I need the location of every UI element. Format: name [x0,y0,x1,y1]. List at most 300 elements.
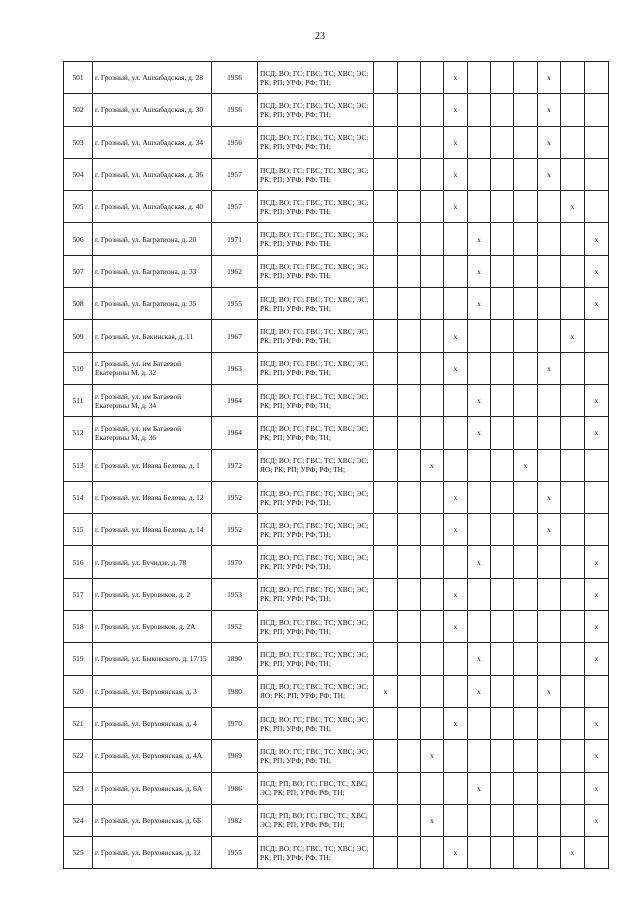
period-mark-cell: х [444,707,468,739]
period-mark-cell [374,223,398,255]
period-mark-cell [538,191,561,223]
building-address: г. Грозный, ул. Бучидзе, д. 78 [93,546,212,578]
period-mark-cell [468,320,491,352]
row-number: 509 [64,320,93,352]
period-mark-cell [374,449,398,481]
period-mark-cell [538,449,561,481]
period-mark-cell [444,546,468,578]
build-year: 1982 [212,804,258,836]
period-mark-cell [538,255,561,287]
period-mark-cell: х [538,126,561,158]
period-mark-cell [468,578,491,610]
period-mark-cell [491,546,514,578]
period-mark-cell: х [538,158,561,190]
period-mark-cell: х [585,804,609,836]
period-mark-cell [374,772,398,804]
period-mark-cell [514,352,538,384]
period-mark-cell [514,675,538,707]
period-mark-cell [421,62,444,94]
period-mark-cell [491,255,514,287]
building-address: г. Грозный, ул. Ивана Белова, д. 1 [93,449,212,481]
period-mark-cell [468,514,491,546]
period-mark-cell [398,675,421,707]
row-number: 525 [64,837,93,869]
period-mark-cell [398,546,421,578]
period-mark-cell [398,740,421,772]
building-address: г. Грозный, ул. Верхоянская, д. 12 [93,837,212,869]
period-mark-cell: х [444,191,468,223]
table-row [64,158,609,190]
building-address: г. Грозный, ул. Быковского, д. 17/15 [93,643,212,675]
works-list: ПСД; ВО; ГС; ГВС; ТС; ХВС; ЭС; РК; РП; УРФ; РФ; ТН; [258,481,374,513]
period-mark-cell: х [585,384,609,416]
period-mark-cell [444,449,468,481]
period-mark-cell [421,417,444,449]
period-mark-cell [398,320,421,352]
period-mark-cell [398,223,421,255]
period-mark-cell [421,255,444,287]
period-mark-cell [421,546,444,578]
period-mark-cell [585,481,609,513]
period-mark-cell [514,740,538,772]
period-mark-cell: х [444,126,468,158]
period-mark-cell [514,417,538,449]
period-mark-cell [514,126,538,158]
period-mark-cell [468,804,491,836]
period-mark-cell [514,611,538,643]
period-mark-cell [398,837,421,869]
row-number: 524 [64,804,93,836]
table-row [64,126,609,158]
works-list: ПСД; ВО; ГС; ГВС; ТС; ХВС; ЭС; РК; РП; УРФ; РФ; ТН; [258,191,374,223]
period-mark-cell: х [421,804,444,836]
works-list: ПСД; ВО; ГС; ГВС; ТС; ХВС; ЭС; РК; РП; УРФ; РФ; ТН; [258,837,374,869]
period-mark-cell [468,740,491,772]
period-mark-cell [421,707,444,739]
period-mark-cell [421,94,444,126]
period-mark-cell [421,578,444,610]
period-mark-cell [585,675,609,707]
period-mark-cell [514,804,538,836]
period-mark-cell: х [444,320,468,352]
period-mark-cell: х [444,62,468,94]
build-year: 1952 [212,481,258,513]
period-mark-cell [561,352,585,384]
period-mark-cell [374,740,398,772]
building-address: г. Грозный, ул. им Батаевой Екатерины М, д. 32 [93,352,212,384]
period-mark-cell: х [585,417,609,449]
table-row [64,772,609,804]
period-mark-cell [561,804,585,836]
period-mark-cell: х [538,481,561,513]
period-mark-cell [374,384,398,416]
works-list: ПСД; ВО; ГС; ГВС; ТС; ХВС; ЭС; РК; РП; УРФ; РФ; ТН; [258,223,374,255]
period-mark-cell: х [585,223,609,255]
row-number: 504 [64,158,93,190]
works-list: ПСД; ВО; ГС; ГВС; ТС; ХВС; ЭС; РК; РП; УРФ; РФ; ТН; [258,320,374,352]
period-mark-cell [491,417,514,449]
period-mark-cell [514,481,538,513]
period-mark-cell [538,611,561,643]
period-mark-cell [514,191,538,223]
table-row [64,578,609,610]
works-list: ПСД; ВО; ГС; ГВС; ТС; ХВС; ЭС; РК; РП; УРФ; РФ; ТН; [258,417,374,449]
period-mark-cell [398,288,421,320]
period-mark-cell [444,643,468,675]
period-mark-cell [374,62,398,94]
row-number: 510 [64,352,93,384]
building-address: г. Грозный, ул. им Батаевой Екатерины М, д. 36 [93,417,212,449]
period-mark-cell [585,352,609,384]
period-mark-cell [585,94,609,126]
period-mark-cell: х [444,837,468,869]
period-mark-cell: х [561,320,585,352]
period-mark-cell [374,191,398,223]
period-mark-cell [468,611,491,643]
row-number: 503 [64,126,93,158]
row-number: 512 [64,417,93,449]
period-mark-cell: х [444,352,468,384]
table-row [64,804,609,836]
period-mark-cell: х [468,384,491,416]
period-mark-cell [444,417,468,449]
period-mark-cell: х [444,514,468,546]
period-mark-cell [561,740,585,772]
period-mark-cell [421,191,444,223]
build-year: 1986 [212,772,258,804]
period-mark-cell: х [468,223,491,255]
period-mark-cell [374,611,398,643]
period-mark-cell: х [585,740,609,772]
period-mark-cell [421,675,444,707]
period-mark-cell [398,804,421,836]
building-address: г. Грозный, ул. Ивана Белова, д. 14 [93,514,212,546]
period-mark-cell [585,126,609,158]
period-mark-cell [374,126,398,158]
period-mark-cell [444,675,468,707]
building-address: г. Грозный, ул. Верхоянская, д. 6Б [93,804,212,836]
build-year: 1967 [212,320,258,352]
period-mark-cell [444,772,468,804]
row-number: 502 [64,94,93,126]
period-mark-cell: х [561,191,585,223]
table-row [64,384,609,416]
period-mark-cell [398,449,421,481]
period-mark-cell [561,158,585,190]
building-address: г. Грозный, ул. Ашхабадская, д. 40 [93,191,212,223]
row-number: 507 [64,255,93,287]
period-mark-cell [538,223,561,255]
build-year: 1970 [212,546,258,578]
period-mark-cell [491,94,514,126]
period-mark-cell [468,837,491,869]
works-list: ПСД; ВО; ГС; ГВС; ТС; ХВС; ЭС; ЯО; РК; РП; УРФ; РФ; ТН; [258,675,374,707]
build-year: 1952 [212,611,258,643]
period-mark-cell [491,449,514,481]
period-mark-cell [491,772,514,804]
period-mark-cell [491,707,514,739]
build-year: 1957 [212,158,258,190]
period-mark-cell: х [538,514,561,546]
period-mark-cell [374,158,398,190]
building-address: г. Грозный, ул. им Батаевой Екатерины М, д. 34 [93,384,212,416]
table-row [64,417,609,449]
period-mark-cell [421,223,444,255]
row-number: 517 [64,578,93,610]
period-mark-cell [561,126,585,158]
period-mark-cell: х [468,255,491,287]
table-row [64,320,609,352]
period-mark-cell [374,352,398,384]
works-list: ПСД; РП; ВО; ГС; ГВС; ТС; ХВС; ЭС; РК; РП; УРФ; РФ; ТН; [258,772,374,804]
period-mark-cell [421,320,444,352]
period-mark-cell [561,707,585,739]
table-row [64,675,609,707]
build-year: 1953 [212,578,258,610]
period-mark-cell [468,707,491,739]
period-mark-cell [398,352,421,384]
build-year: 1980 [212,675,258,707]
table-row [64,255,609,287]
period-mark-cell [561,611,585,643]
table-row [64,352,609,384]
build-year: 1956 [212,126,258,158]
row-number: 514 [64,481,93,513]
period-mark-cell: х [538,352,561,384]
period-mark-cell: х [585,772,609,804]
period-mark-cell: х [561,837,585,869]
period-mark-cell: х [444,94,468,126]
building-address: г. Грозный, ул. Ивана Белова, д. 12 [93,481,212,513]
period-mark-cell [374,804,398,836]
works-list: ПСД; ВО; ГС; ГВС; ТС; ХВС; ЭС; РК; РП; УРФ; РФ; ТН; [258,62,374,94]
period-mark-cell: х [585,288,609,320]
building-address: г. Грозный, ул. Ашхабадская, д. 34 [93,126,212,158]
period-mark-cell [374,417,398,449]
period-mark-cell [491,320,514,352]
period-mark-cell [444,288,468,320]
period-mark-cell: х [444,611,468,643]
works-list: ПСД; ВО; ГС; ГВС; ТС; ХВС; ЭС; РК; РП; УРФ; РФ; ТН; [258,740,374,772]
build-year: 1969 [212,740,258,772]
building-address: г. Грозный, ул. Верхоянская, д. 3 [93,675,212,707]
period-mark-cell [585,449,609,481]
row-number: 518 [64,611,93,643]
building-address: г. Грозный, ул. Багратиона, д. 20 [93,223,212,255]
period-mark-cell [561,578,585,610]
period-mark-cell [491,384,514,416]
period-mark-cell: х [444,481,468,513]
works-list: ПСД; РП; ВО; ГС; ГВС; ТС; ХВС; ЭС; РК; РП; УРФ; РФ; ТН; [258,804,374,836]
building-address: г. Грозный, ул. Багратиона, д. 35 [93,288,212,320]
period-mark-cell [468,352,491,384]
period-mark-cell [538,740,561,772]
building-address: г. Грозный, ул. Ашхабадская, д. 36 [93,158,212,190]
period-mark-cell [491,62,514,94]
period-mark-cell [374,514,398,546]
period-mark-cell [514,384,538,416]
table-row [64,740,609,772]
period-mark-cell [421,837,444,869]
works-list: ПСД; ВО; ГС; ГВС; ТС; ХВС; ЭС; РК; РП; УРФ; РФ; ТН; [258,352,374,384]
period-mark-cell [561,255,585,287]
period-mark-cell [514,288,538,320]
period-mark-cell [444,255,468,287]
period-mark-cell [514,546,538,578]
period-mark-cell [421,772,444,804]
page-number: 23 [315,31,325,42]
period-mark-cell [444,384,468,416]
period-mark-cell [538,837,561,869]
period-mark-cell [491,288,514,320]
row-number: 519 [64,643,93,675]
period-mark-cell [491,158,514,190]
period-mark-cell [468,191,491,223]
period-mark-cell [444,223,468,255]
period-mark-cell [444,804,468,836]
period-mark-cell [491,578,514,610]
period-mark-cell [561,449,585,481]
period-mark-cell [514,514,538,546]
period-mark-cell: х [468,546,491,578]
period-mark-cell: х [421,449,444,481]
build-year: 1972 [212,449,258,481]
build-year: 1952 [212,514,258,546]
period-mark-cell [421,643,444,675]
period-mark-cell [538,804,561,836]
housing-register-table [63,61,609,869]
period-mark-cell [585,158,609,190]
period-mark-cell: х [585,255,609,287]
table-row [64,191,609,223]
period-mark-cell [561,288,585,320]
period-mark-cell [561,546,585,578]
period-mark-cell [561,94,585,126]
period-mark-cell [561,384,585,416]
table-row [64,611,609,643]
period-mark-cell [561,62,585,94]
table-row [64,481,609,513]
period-mark-cell [491,837,514,869]
row-number: 523 [64,772,93,804]
period-mark-cell [491,740,514,772]
period-mark-cell [421,288,444,320]
period-mark-cell [538,288,561,320]
table-row [64,62,609,94]
build-year: 1955 [212,288,258,320]
period-mark-cell: х [585,707,609,739]
period-mark-cell [514,223,538,255]
period-mark-cell [468,94,491,126]
period-mark-cell [444,740,468,772]
period-mark-cell [468,158,491,190]
period-mark-cell [398,255,421,287]
build-year: 1971 [212,223,258,255]
works-list: ПСД; ВО; ГС; ГВС; ТС; ХВС; ЭС; РК; РП; УРФ; РФ; ТН; [258,611,374,643]
period-mark-cell: х [468,288,491,320]
period-mark-cell [398,481,421,513]
works-list: ПСД; ВО; ГС; ГВС; ТС; ХВС; ЭС; РК; РП; УРФ; РФ; ТН; [258,384,374,416]
period-mark-cell: х [468,772,491,804]
period-mark-cell: х [585,546,609,578]
build-year: 1955 [212,837,258,869]
period-mark-cell: х [444,158,468,190]
table-row [64,288,609,320]
building-address: г. Грозный, ул. Багратиона, д. 33 [93,255,212,287]
period-mark-cell [468,481,491,513]
period-mark-cell [561,481,585,513]
period-mark-cell [398,643,421,675]
period-mark-cell: х [514,449,538,481]
period-mark-cell [514,772,538,804]
period-mark-cell [514,255,538,287]
period-mark-cell [374,255,398,287]
period-mark-cell [374,578,398,610]
period-mark-cell [398,191,421,223]
table-row [64,707,609,739]
period-mark-cell [398,514,421,546]
row-number: 508 [64,288,93,320]
period-mark-cell [374,643,398,675]
period-mark-cell [491,514,514,546]
period-mark-cell [561,675,585,707]
period-mark-cell [514,643,538,675]
period-mark-cell: х [538,94,561,126]
works-list: ПСД; ВО; ГС; ГВС; ТС; ХВС; ЭС; РК; РП; УРФ; РФ; ТН; [258,546,374,578]
period-mark-cell [491,481,514,513]
building-address: г. Грозный, ул. Ашхабадская, д. 28 [93,62,212,94]
period-mark-cell [538,384,561,416]
period-mark-cell [538,546,561,578]
period-mark-cell [374,288,398,320]
period-mark-cell [585,191,609,223]
period-mark-cell [398,126,421,158]
period-mark-cell [421,611,444,643]
works-list: ПСД; ВО; ГС; ГВС; ТС; ХВС; ЭС; РК; РП; УРФ; РФ; ТН; [258,255,374,287]
table-body [64,62,609,869]
period-mark-cell: х [444,578,468,610]
period-mark-cell: х [585,578,609,610]
period-mark-cell: х [374,675,398,707]
building-address: г. Грозный, ул. Верхоянская, д. 4А [93,740,212,772]
period-mark-cell [585,62,609,94]
table-row [64,643,609,675]
period-mark-cell: х [468,417,491,449]
build-year: 1957 [212,191,258,223]
period-mark-cell [514,94,538,126]
period-mark-cell [585,514,609,546]
period-mark-cell [491,611,514,643]
period-mark-cell [398,62,421,94]
period-mark-cell: х [585,611,609,643]
period-mark-cell [561,514,585,546]
period-mark-cell [491,675,514,707]
period-mark-cell [514,62,538,94]
table-row [64,94,609,126]
building-address: г. Грозный, ул. Буровиков, д. 2А [93,611,212,643]
period-mark-cell [538,707,561,739]
row-number: 511 [64,384,93,416]
period-mark-cell [374,94,398,126]
build-year: 1963 [212,352,258,384]
row-number: 501 [64,62,93,94]
period-mark-cell [491,804,514,836]
period-mark-cell: х [585,643,609,675]
table-row [64,514,609,546]
table-row [64,449,609,481]
period-mark-cell: х [538,62,561,94]
period-mark-cell [398,417,421,449]
